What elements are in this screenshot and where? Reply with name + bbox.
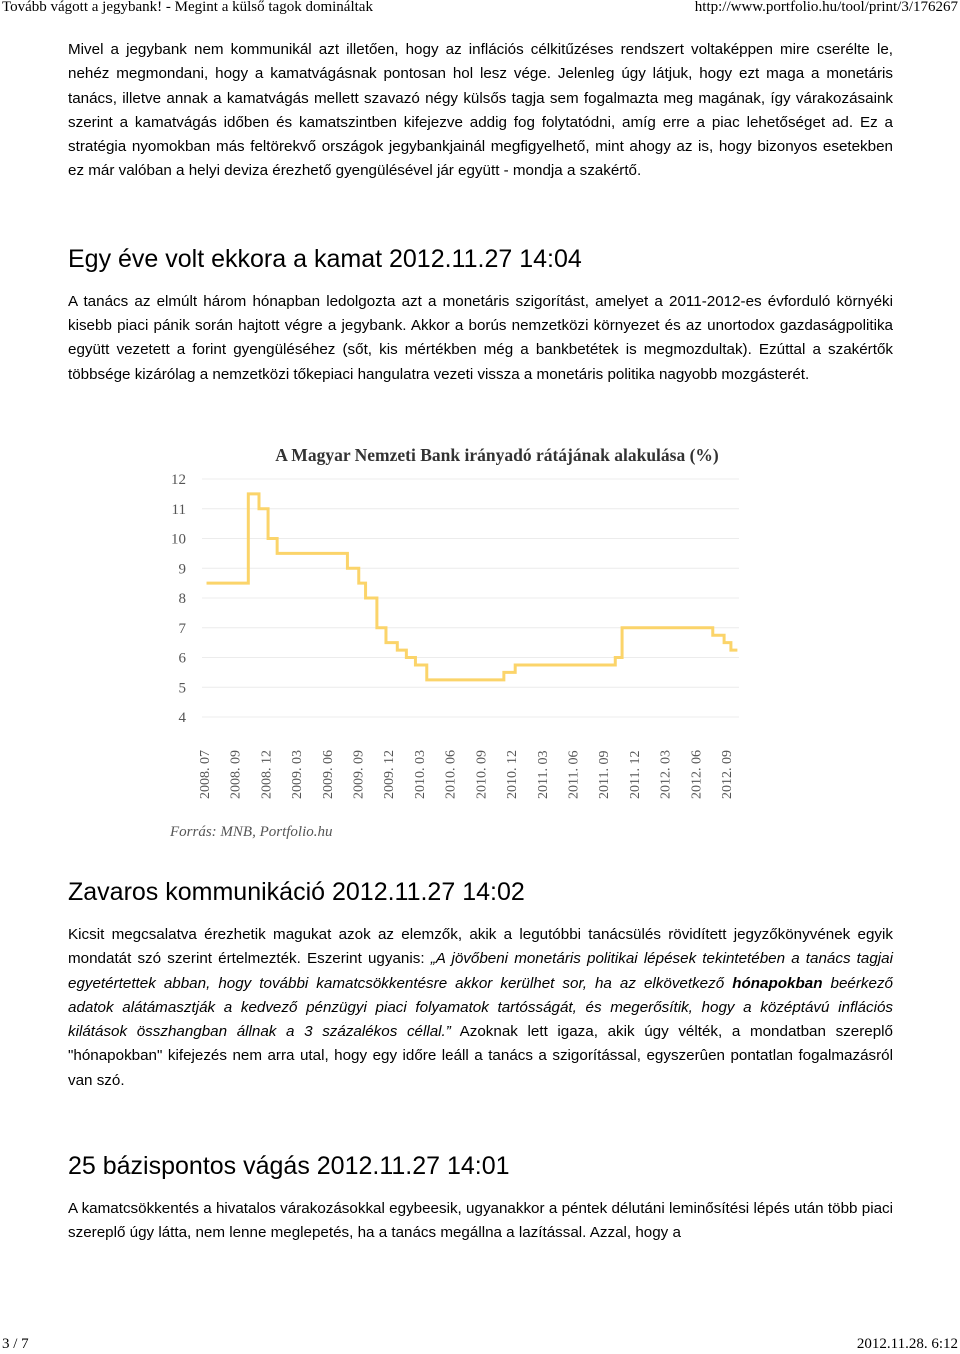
article-body xyxy=(68,38,893,1246)
x-tick-label: 2009. 03 xyxy=(290,749,306,799)
section-paragraph-rate: A tanács az elmúlt három hónapban ledolgozta azt a monetáris szigorítást, amelyet a 2011-2012-es évforduló környéki kisebb piaci pánik során hajtott végre a jegybank. Akkor a borús nemzetközi környezet és az unortodox gazdaságpolitika együtt vezetett a forint gyengüléséhez (sőt, kis mértékben még a bankbetétek is megmozdultak). Ezúttal a szakértők többsége kizárólag a nemzetközi tőkepiaci hangulatra vezeti vissza a monetáris politika nagyobb mozgásterét. xyxy=(68,292,893,383)
x-tick-label: 2009. 06 xyxy=(320,749,336,799)
print-timestamp: 2012.11.28. 6:12 xyxy=(856,1336,958,1352)
print-header-title: Tovább vágott a jegybank! - Megint a külső tagok domináltak xyxy=(2,0,373,15)
page-counter: 3 / 7 xyxy=(2,1336,29,1352)
x-tick-label: 2011. 12 xyxy=(627,750,643,799)
y-tick-label: 10 xyxy=(171,531,186,548)
section-heading-cut: 25 bázispontos vágás 2012.11.27 14:01 xyxy=(68,1152,510,1181)
chart-series xyxy=(207,494,738,680)
rate-chart xyxy=(164,431,764,841)
x-tick-label: 2012. 06 xyxy=(689,749,705,799)
y-tick-label: 8 xyxy=(178,590,186,607)
x-tick-label: 2009. 12 xyxy=(382,749,398,799)
intro-paragraph: Mivel a jegybank nem kommunikál azt illetően, hogy az inflációs célkitűzéses rendszert voltaképpen mire cserélte le, nehéz megmondani, hogy a kamatvágásnak pontosan hol lesz vége. Jelenleg úgy látjuk, hogy ezt maga a monetáris tanács, illetve annak a kamatvágás mellett szavazó négy külsős tagja sem fogalmazta meg magának, így várakozásaink szerint a kamatvágás időben és kamatszintben kifejezve addig fog folytatódni, amíg erre a piac lehetőséget ad. Ez a stratégia nyomokban más feltörekvő országok jegybankjainál megfigyelhető, mint ahogy az is, hogy bizonyos esetekben ez már valóban a helyi deviza érezhető gyengülésével jár együtt - mondja a szakértő. xyxy=(68,41,893,180)
y-tick-label: 4 xyxy=(178,709,186,726)
print-header-url: http://www.portfolio.hu/tool/print/3/176267 xyxy=(694,0,958,15)
chart-y-ticks xyxy=(171,472,187,726)
x-tick-label: 2011. 09 xyxy=(597,750,613,799)
rate-chart-svg xyxy=(164,431,764,841)
quote-bold-word: hónapokban xyxy=(732,974,823,992)
quote-part-1: „A jövőbeni monetáris politikai lépések tekintetében a tanács tagjai egyetértettek abban, hogy további kamatcsökkentésre akkor kerülhet sor, ha az elkövetkező xyxy=(68,950,893,992)
y-tick-label: 9 xyxy=(178,561,186,578)
x-tick-label: 2010. 03 xyxy=(412,749,428,799)
x-tick-label: 2012. 09 xyxy=(720,749,735,799)
y-tick-label: 7 xyxy=(178,620,186,637)
chart-x-ticks xyxy=(198,750,735,799)
section-heading-rate: Egy éve volt ekkora a kamat 2012.11.27 14:04 xyxy=(68,244,582,273)
x-tick-label: 2010. 09 xyxy=(474,749,490,799)
y-tick-label: 11 xyxy=(171,501,186,518)
x-tick-label: 2011. 06 xyxy=(566,750,582,799)
y-tick-label: 12 xyxy=(171,471,186,488)
section-paragraph-cut: A kamatcsökkentés a hivatalos várakozásokkal egybeesik, ugyanakkor a péntek délutáni leminősítési lépés után több piaci szereplő úgy látta, nem lenne meglepetés, ha a tanács megállna a lazítással. Azzal, hogy a xyxy=(68,1200,893,1242)
x-tick-label: 2011. 03 xyxy=(535,750,551,799)
communication-text-after: Azoknak lett igaza, akik úgy vélték, a mondatban szereplő "hónapokban" kifejezés nem arra utal, hogy egy időre leáll a tanács a szigorítással, egyszerûen pontatlan fogalmazásról van szó. xyxy=(68,1023,893,1089)
section-heading-communication: Zavaros kommunikáció 2012.11.27 14:02 xyxy=(68,877,525,906)
communication-text-before: Kicsit megcsalatva érezhetik magukat azok az elemzők, akik a legutóbbi tanácsülés rövidített jegyzőkönyvének egyik mondatát szó szerint értelmezték. Eszerint ugyanis: xyxy=(68,925,893,968)
quote-part-2: beérkező adatok alátámasztják a kedvező pénzügyi piaci folyamatok tartósságát, és megerősítik, hogy a középtávú inflációs kilátások összhangban állnak a 3 százalékos céllal.” xyxy=(68,974,893,1041)
section-paragraph-communication xyxy=(68,923,893,1093)
x-tick-label: 2010. 12 xyxy=(505,749,521,799)
x-tick-label: 2010. 06 xyxy=(443,749,459,799)
x-tick-label: 2008. 07 xyxy=(198,749,213,799)
y-tick-label: 6 xyxy=(178,650,186,667)
x-tick-label: 2009. 09 xyxy=(351,749,367,799)
x-tick-label: 2012. 03 xyxy=(658,749,674,799)
series-line-base-rate xyxy=(207,494,738,680)
chart-source: Forrás: MNB, Portfolio.hu xyxy=(170,823,333,840)
x-tick-label: 2008. 09 xyxy=(228,749,244,799)
y-tick-label: 5 xyxy=(178,680,186,697)
chart-title: A Magyar Nemzeti Bank irányadó rátájának alakulása (%) xyxy=(275,444,719,465)
x-tick-label: 2008. 12 xyxy=(259,749,275,799)
